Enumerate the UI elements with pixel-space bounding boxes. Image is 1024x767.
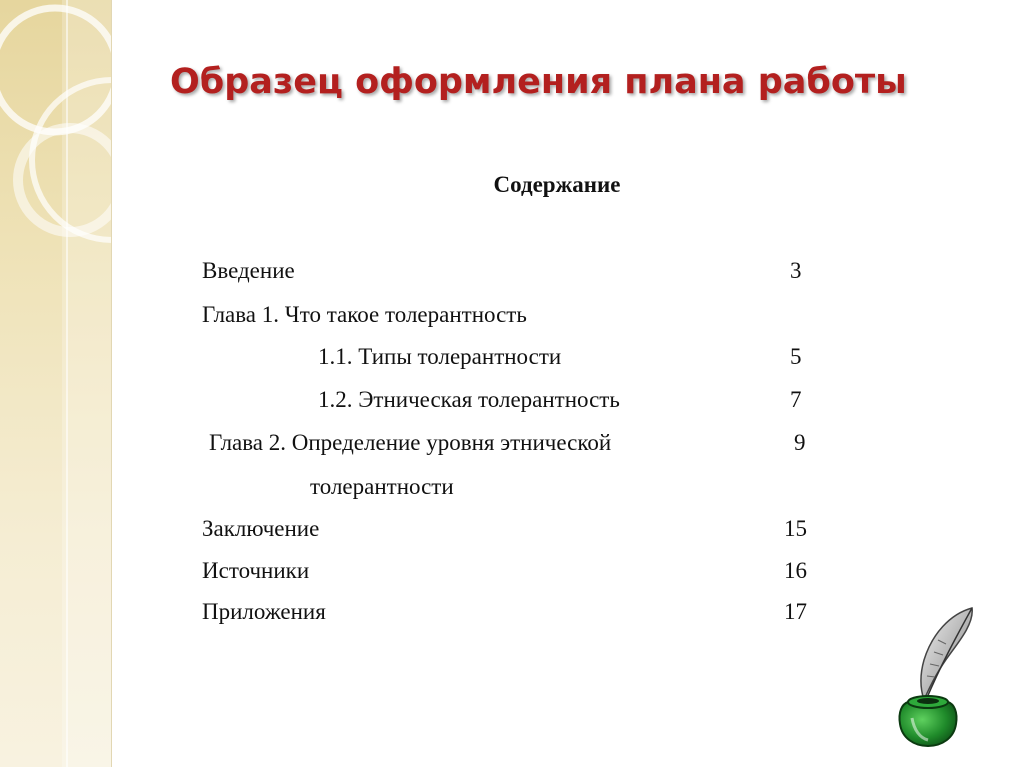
toc-entry-page: 15 bbox=[784, 516, 807, 541]
toc-entry-label: Введение bbox=[202, 258, 295, 283]
sidebar-circles-decoration bbox=[0, 0, 112, 767]
toc-entry-label: Глава 2. Определение уровня этнической bbox=[209, 430, 612, 455]
toc-entry-label: Глава 1. Что такое толерантность bbox=[202, 302, 527, 327]
slide-title: Образец оформления плана работы bbox=[170, 62, 907, 102]
toc-entry-page: 17 bbox=[784, 599, 807, 624]
toc-entry-label: Источники bbox=[202, 558, 310, 583]
toc-entry-label: Приложения bbox=[202, 599, 326, 624]
toc-entry-label: 1.1. Типы толерантности bbox=[318, 344, 562, 369]
quill-inkwell-icon bbox=[880, 600, 990, 750]
toc-entry-page: 16 bbox=[784, 558, 807, 583]
decorative-sidebar bbox=[0, 0, 112, 767]
toc-entry-page: 9 bbox=[794, 430, 806, 455]
toc-entry-page: 3 bbox=[790, 258, 802, 283]
toc-entry-page: 7 bbox=[790, 387, 802, 412]
toc-entry-label: Заключение bbox=[202, 516, 320, 541]
toc-entry-page: 5 bbox=[790, 344, 802, 369]
toc-entry-label: толерантности bbox=[310, 474, 454, 499]
sidebar-divider bbox=[111, 0, 112, 767]
toc-heading: Содержание bbox=[493, 172, 621, 197]
toc-entry-label: 1.2. Этническая толерантность bbox=[318, 387, 620, 412]
